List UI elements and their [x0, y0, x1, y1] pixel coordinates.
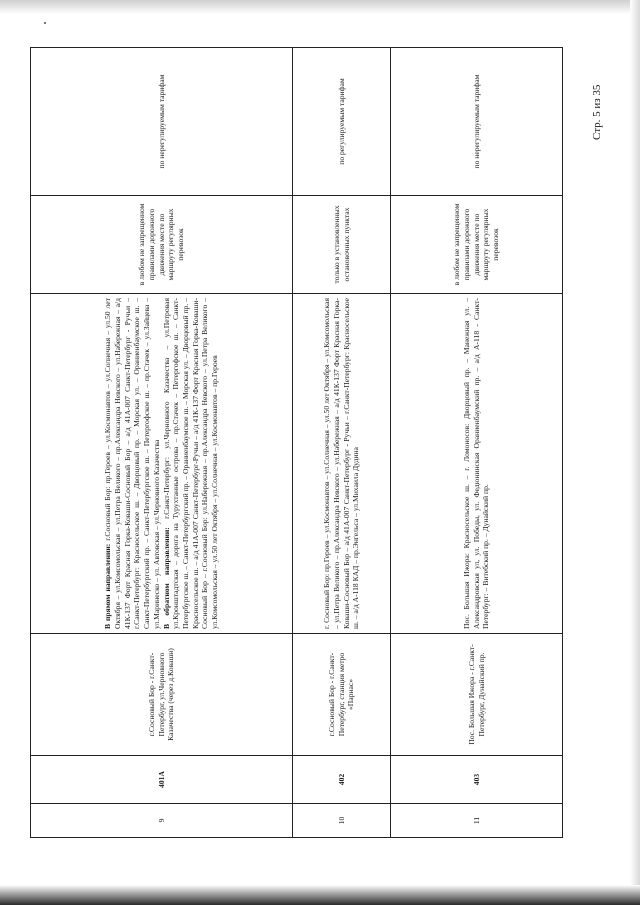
route-path: Пос. Большая Ижора: Красносельское ш. – г. Ломоносов: Дворцовый пр. – Манежная ул. – Александровская ул, ул. Победы, ул. Федюнинская Ораниенбаумский пр. – а/д А-118 - Санкт-Петербург: – Витебский пр. – Дунайский пр.: [391, 294, 563, 634]
row-number: 10: [293, 804, 391, 838]
route-name: г.Сосновый Бор - г.Санкт-Петербург, ул.Черновного Казачества (через д.Ковашн): [31, 634, 293, 756]
table-row: [31, 48, 293, 838]
route-name: Пос. Большая Ижора - г.Санкт-Петербург, Дунайский пр.: [391, 634, 563, 756]
route-code: 402: [293, 756, 391, 804]
rotated-route-table: [30, 48, 562, 838]
forward-path-text: г.Сосновый Бор: пр.Героев – ул.Космонавтов – ул.Солнечная – ул.50 лет Октября – ул.Комсомольская – ул.Петра Великого – пр.Александра Невского – ул.Набережная – а/д 41К-137 Форт Красная Горка-Коваши-Сосновый Бор – а/д 41А-007 Санкт-Петербург - Ручьи – г.Санкт-Петербург: Красносельское ш. – Дворцовый пр. – Морская ул. – Ораниенбаумское ш. – Санкт-Петербургский пр. – Санкт-Петербургское ш. – Петергофское ш. – пр.Стачек – ул.Зайцева – ул.Маринеско – ул. Автовская – ул.Черновного Казачества: [103, 298, 161, 629]
tariff-type: по нерегулируемым тарифам: [31, 48, 293, 196]
page-number-label: [591, 50, 605, 140]
stop-procedure: в любом не запрещенном правилами дорожного движения месте по маршруту регулярных перевозок: [391, 196, 563, 294]
table-row: [293, 48, 391, 838]
route-table: [30, 47, 563, 838]
route-path: г. Сосновый Бор: пр.Героев – ул.Космонавтов – ул.Солнечная – ул.50 лет Октября – ул.Комсомольская – ул.Петра Великого – пр.Александра Невского – ул.Набережная – а/д 41К-137 Форт Красная Горка-Коваши-Сосновый Бор – а/д 41А-007 Санкт-Петербург - Ручьи – г.Санкт-Петербург: Красносельское ш. – а/д А-118 КАД – пр.Энгельса – ул.Михаила Дудина: [293, 294, 391, 634]
tariff-type: по нерегулируемым тарифам: [391, 48, 563, 196]
route-code: 401А: [31, 756, 293, 804]
tariff-type: по регулируемым тарифам: [293, 48, 391, 196]
page-number-text: Стр. 5 из 35: [591, 84, 603, 140]
row-number: 11: [391, 804, 563, 838]
stop-procedure: в любом не запрещенном правилами дорожного движения месте по маршруту регулярных перевозок: [31, 196, 293, 294]
stop-procedure: только в установленных остановочных пунктах: [293, 196, 391, 294]
forward-direction-label: В прямом направлении:: [103, 543, 113, 629]
back-direction-label: В обратном направлении:: [161, 527, 171, 629]
row-number: 9: [31, 804, 293, 838]
scan-speck: [44, 22, 46, 24]
scan-edge-bottom: [0, 885, 640, 905]
table-row: [391, 48, 563, 838]
route-name: г.Сосновый Бор - г.Санкт-Петербург, станция метро «Парнас»: [293, 634, 391, 756]
scan-edge-top: [0, 0, 640, 14]
route-path: [31, 294, 293, 634]
route-code: 403: [391, 756, 563, 804]
scan-edge-right: [630, 0, 640, 905]
back-path-text: г.Санкт-Петербург: ул.Черновного Казачества – ул.Петровая ул.Кронштадтская – дорога на Турухтанные острова – пр.Стачек – Петергофское ш. – Санкт-Петербургское ш. – Санкт-Петербургский пр. – Ораниенбаумское ш. – Морская ул. – Дворцовый пр. – Красносельское ш. – а/д 41А-007 Санкт-Петербург-Ручьи – а/д 41К-137 Форт Красная Горка-Коваши-Сосновый Бор – г.Сосновый Бор: ул.Набережная – пр.Александра Невского – ул.Петра Великого – ул.Комсомольская – ул.50 лет Октября – ул.Солнечная – ул.Космонавтов – пр.Героев: [161, 297, 220, 629]
